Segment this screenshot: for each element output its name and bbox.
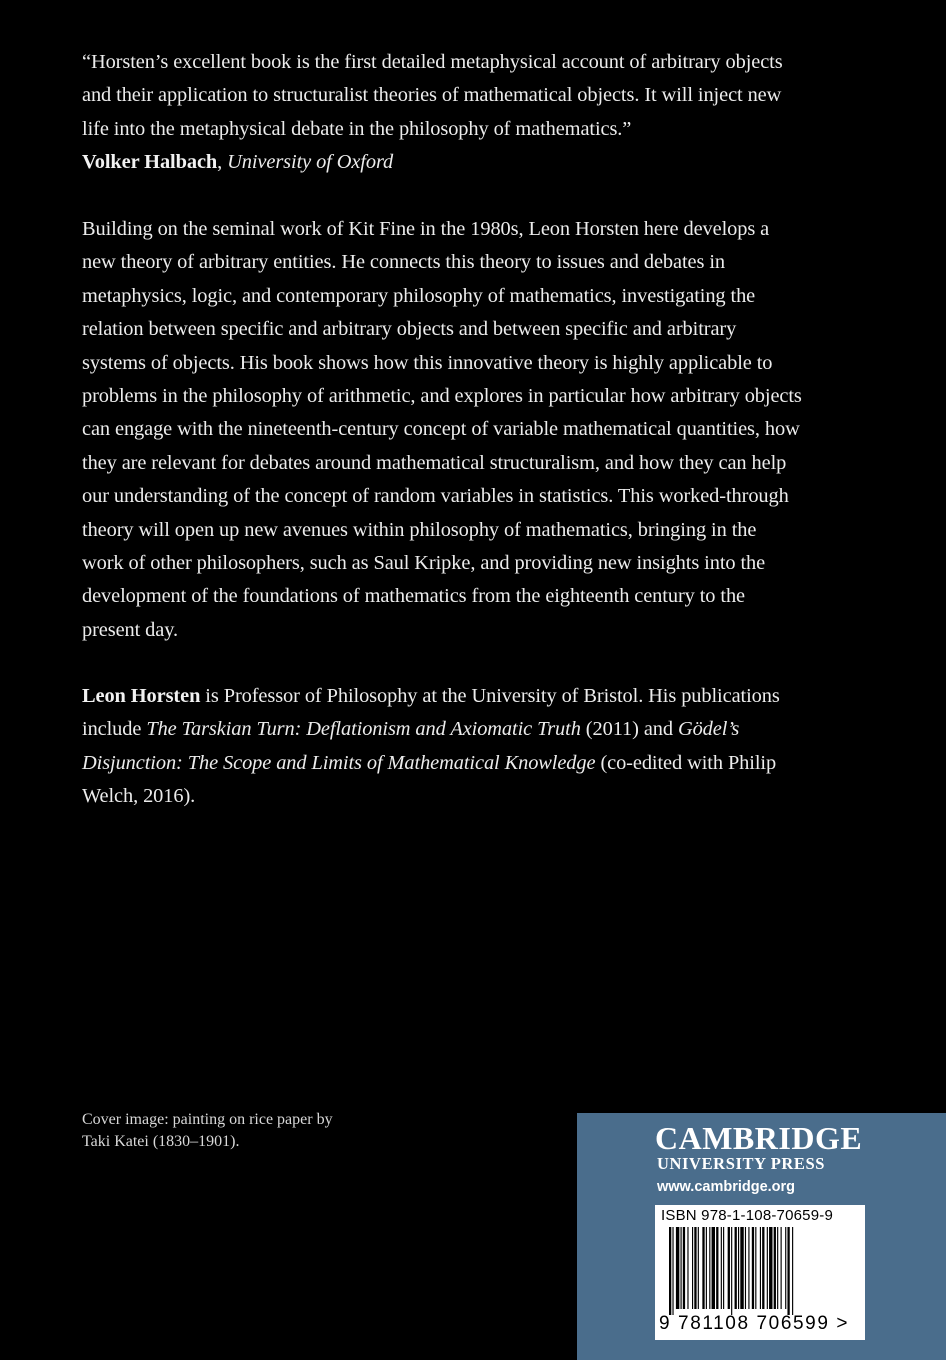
barcode-bar [702, 1227, 704, 1309]
cover-credit-line-1: Cover image: painting on rice paper by [82, 1111, 333, 1128]
endorser-affiliation: University of Oxford [227, 151, 394, 174]
barcode-bar [698, 1227, 699, 1309]
barcode-bar [787, 1227, 789, 1315]
author-bio [82, 680, 802, 814]
barcode-bar [731, 1227, 732, 1315]
barcode-bar [748, 1227, 749, 1309]
attribution-separator: , [217, 151, 228, 174]
bio-book-1: The Tarskian Turn: Deflationism and Axiomatic Truth [146, 718, 581, 741]
barcode-bar [785, 1227, 786, 1309]
barcode-bar [676, 1227, 679, 1309]
publisher-name: CAMBRIDGE [655, 1120, 863, 1156]
barcode-bar [769, 1227, 772, 1309]
barcode-bar [777, 1227, 778, 1309]
cover-credit-line-2: Taki Katei (1830–1901). [82, 1133, 240, 1150]
barcode-bar [723, 1227, 724, 1309]
barcode-bar [716, 1227, 718, 1309]
barcode-bar [762, 1227, 764, 1309]
barcode-box [655, 1205, 865, 1340]
barcode-bar [669, 1227, 671, 1315]
barcode-bar [721, 1227, 722, 1309]
endorsement-attribution [82, 146, 802, 179]
barcode-bar [706, 1227, 707, 1309]
barcode-bar [752, 1227, 754, 1309]
publisher-panel [577, 1113, 946, 1360]
barcode-bar [735, 1227, 737, 1309]
barcode-bar [738, 1227, 739, 1309]
barcode-bar [728, 1227, 730, 1309]
barcode-bar [792, 1227, 793, 1315]
endorser-name: Volker Halbach [82, 151, 218, 174]
publisher-subname: UNIVERSITY PRESS [657, 1154, 826, 1173]
bio-text-1: is Professor of Philosophy at the University of Bristol. His publications include [82, 685, 780, 741]
barcode-bar [672, 1227, 673, 1315]
barcode-bar [740, 1227, 743, 1309]
barcode-bar [709, 1227, 710, 1309]
barcode-bar [760, 1227, 761, 1309]
publisher-url: www.cambridge.org [657, 1179, 796, 1195]
barcode-bar [687, 1227, 688, 1309]
bio-text-2: (2011) and [580, 718, 678, 741]
author-name: Leon Horsten [82, 685, 201, 707]
barcode-bar [681, 1227, 682, 1309]
cover-image-credit [82, 1109, 382, 1153]
barcode-bar [683, 1227, 685, 1309]
barcode-bar [694, 1227, 696, 1309]
isbn-label: ISBN 978-1-108-70659-9 [661, 1207, 834, 1224]
barcode-bar [755, 1227, 756, 1309]
barcode-bar [712, 1227, 715, 1309]
endorsement [82, 46, 802, 180]
endorsement-quote: “Horsten’s excellent book is the first detailed metaphysical account of arbitrary objects and their application to structuralist theories of mathematical objects. It will inject new life into the metaphysical debate in the philosophy of mathematics.” [82, 51, 783, 140]
barcode-bar [692, 1227, 693, 1309]
barcode-digits: 9 781108 706599 > [659, 1313, 850, 1334]
barcode-bar [767, 1227, 768, 1309]
barcode-bar [774, 1227, 776, 1309]
bio-text-3: (co-edited with Philip Welch, 2016). [82, 751, 777, 808]
barcode-bar [745, 1227, 746, 1309]
barcode-graphic [655, 1227, 865, 1315]
barcode-bar [781, 1227, 782, 1309]
bio-book-2: Gödel’s Disjunction: The Scope and Limits of Mathematical Knowledge [82, 718, 740, 774]
book-synopsis: Building on the seminal work of Kit Fine in the 1980s, Leon Horsten here develops a new theory of arbitrary entities. He connects this theory to issues and debates in metaphysics, logic, and contemporary philosophy of mathematics, investigating the relation between specific and arbitrary objects and between specific and arbitrary systems of objects. His book shows how this innovative theory is highly applicable to problems in the philosophy of arithmetic, and explores in particular how arbitrary objects can engage with the nineteenth-century concept of variable mathematical quantities, how they are relevant for debates around mathematical structuralism, and how they can help our understanding of the concept of random variables in statistics. This worked-through theory will open up new avenues within philosophy of mathematics, bringing in the work of other philosophers, such as Saul Kripke, and providing new insights into the development of the foundations of mathematics from the eighteenth century to the present day. [82, 218, 802, 641]
